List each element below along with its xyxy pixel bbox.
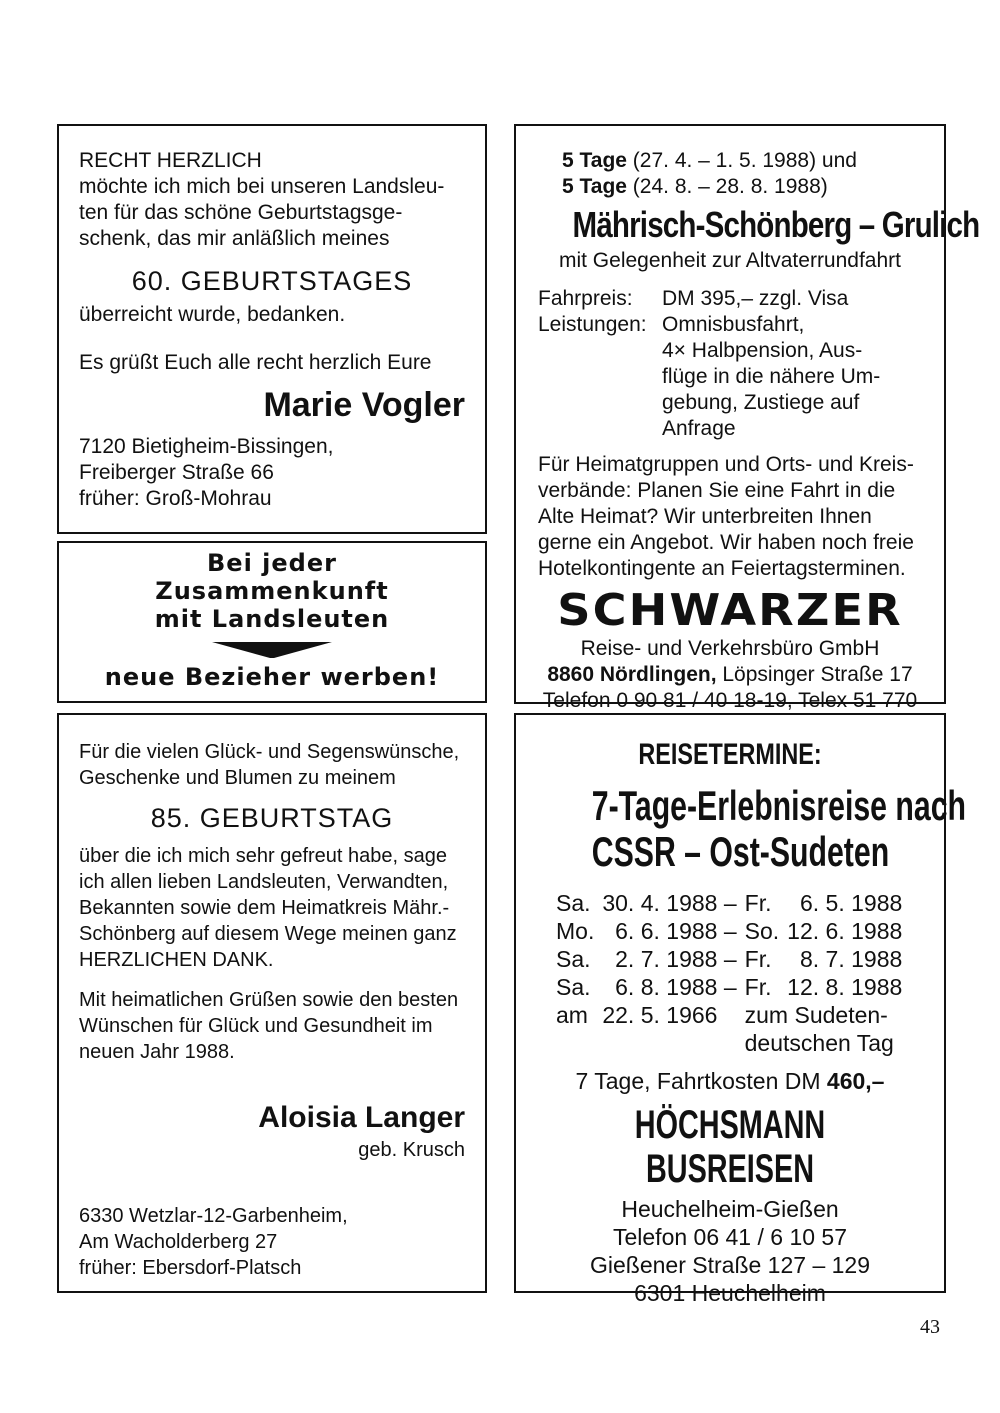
- date-row: [552, 1001, 906, 1029]
- greeting: Es grüßt Euch alle recht herzlich Eure: [79, 351, 432, 374]
- text-line: HERZLICHEN DANK.: [79, 949, 274, 971]
- end-date: 8. 7. 1988: [799, 946, 903, 972]
- price-line: [538, 1067, 922, 1095]
- services-line: flüge in die nähere Um-: [662, 365, 881, 388]
- special-text: zum Sudeten-: [744, 1002, 888, 1028]
- ad-hoechsmann-busreisen: [514, 713, 966, 1306]
- special-text: deutschen Tag: [744, 1030, 894, 1056]
- slogan-line: Zusammenkunft: [155, 577, 389, 605]
- ad-thanks-birthday-60: [57, 124, 487, 534]
- text-line: über die ich mich sehr gefreut habe, sage: [79, 845, 447, 867]
- address-line: 6301 Heuchelheim: [634, 1280, 826, 1306]
- trip-duration: 5 Tage: [562, 175, 627, 198]
- special-date: 22. 5. 1966: [602, 1002, 718, 1028]
- date-row: [552, 945, 906, 973]
- signature-name: Aloisia Langer: [258, 1101, 465, 1134]
- trip-dates: (27. 4. – 1. 5. 1988) und: [626, 149, 857, 172]
- weekday: Fr.: [744, 890, 772, 916]
- weekday: So.: [744, 918, 780, 944]
- price-text: 7 Tage, Fahrtkosten DM: [575, 1068, 827, 1094]
- offer-line: verbände: Planen Sie eine Fahrt in die: [538, 479, 896, 502]
- start-date: 2. 7. 1988 –: [615, 946, 737, 972]
- special-day: am: [556, 1002, 588, 1028]
- fare-value: DM 395,– zzgl. Visa: [662, 287, 849, 310]
- trip-dates: (24. 8. – 28. 8. 1988): [626, 175, 828, 198]
- trip-title: CSSR – Ost-Sudeten: [591, 828, 890, 875]
- weekday: Sa.: [556, 974, 591, 1000]
- address-line: früher: Groß-Mohrau: [79, 487, 272, 510]
- address-line: Gießener Straße 127 – 129: [590, 1252, 870, 1278]
- company-address: [538, 662, 922, 688]
- text-line: ich allen lieben Landsleuten, Verwandten,: [79, 871, 449, 893]
- company-name: BUSREISEN: [645, 1147, 815, 1191]
- weekday: Sa.: [556, 890, 591, 916]
- ad-thanks-birthday-85: [57, 713, 487, 1293]
- end-date: 12. 8. 1988: [787, 974, 903, 1000]
- ad-schwarzer-travel: [514, 124, 980, 712]
- address-line: 7120 Bietigheim-Bissingen,: [79, 435, 334, 458]
- text-line: RECHT HERZLICH: [79, 149, 262, 172]
- end-date: 12. 6. 1988: [787, 918, 903, 944]
- text-line: überreicht wurde, bedanken.: [79, 303, 346, 326]
- services-line: 4× Halbpension, Aus-: [662, 339, 863, 362]
- offer-line: Alte Heimat? Wir unterbreiten Ihnen: [538, 505, 872, 528]
- services-label: Leistungen:: [538, 313, 647, 336]
- offer-line: gerne ein Angebot. Wir haben noch freie: [538, 531, 914, 554]
- offer-line: Für Heimatgruppen und Orts- und Kreis-: [538, 453, 914, 476]
- text-line: Für die vielen Glück- und Segenswünsche,: [79, 741, 460, 763]
- text-line: neuen Jahr 1988.: [79, 1041, 235, 1063]
- date-row: [552, 973, 906, 1001]
- text-line: Schönberg auf diesem Wege meinen ganz: [79, 923, 457, 945]
- address-line: 6330 Wetzlar-12-Garbenheim,: [79, 1205, 348, 1227]
- section-heading: REISETERMINE:: [638, 738, 822, 771]
- address-line: früher: Ebersdorf-Platsch: [79, 1257, 302, 1279]
- company-name: Reise- und Verkehrsbüro GmbH: [580, 637, 880, 660]
- headline: 85. GEBURTSTAG: [150, 803, 394, 833]
- offer-line: Hotelkontingente an Feiertagsterminen.: [538, 557, 906, 580]
- trip-line: [538, 174, 922, 200]
- trip-title: 7-Tage-Erlebnisreise nach: [591, 782, 966, 829]
- slogan-line: Bei jeder: [207, 549, 337, 577]
- company-city: 8860 Nördlingen,: [547, 663, 717, 686]
- services-line: gebung, Zustiege auf: [662, 391, 860, 414]
- offer-paragraph: [538, 452, 922, 582]
- address-line: Am Wacholderberg 27: [79, 1231, 278, 1253]
- text-line: ten für das schöne Geburtstagsge-: [79, 201, 403, 224]
- text-line: möchte ich mich bei unseren Landsleu-: [79, 175, 445, 198]
- price-value: 460,–: [826, 1068, 885, 1094]
- weekday: Sa.: [556, 946, 591, 972]
- arrow-down-icon: [212, 639, 332, 659]
- text-line: Mit heimatlichen Grüßen sowie den besten: [79, 989, 459, 1011]
- address-line: Heuchelheim-Gießen: [621, 1196, 839, 1222]
- company-name: HÖCHSMANN: [634, 1103, 826, 1147]
- trip-line: [538, 148, 922, 174]
- trip-title: Mährisch-Schönberg – Grulich: [572, 204, 980, 245]
- date-row: [552, 889, 906, 917]
- date-row: [552, 917, 906, 945]
- fare-row: [538, 286, 922, 312]
- slogan-line: neue Bezieher werben!: [104, 663, 440, 691]
- address-line: Telefon 06 41 / 6 10 57: [612, 1224, 848, 1250]
- services-list: [662, 312, 880, 442]
- start-date: 6. 6. 1988 –: [615, 918, 737, 944]
- company-phone: Telefon 0 90 81 / 40 18-19, Telex 51 770: [542, 689, 918, 712]
- page-number: 43: [920, 1316, 940, 1338]
- brand-logo: SCHWARZER: [557, 585, 903, 636]
- weekday: Fr.: [744, 974, 772, 1000]
- signature-name: Marie Vogler: [263, 386, 465, 424]
- fare-label: Fahrpreis:: [538, 287, 633, 310]
- weekday: Fr.: [744, 946, 772, 972]
- start-date: 6. 8. 1988 –: [615, 974, 737, 1000]
- text-line: schenk, das mir anläßlich meines: [79, 227, 390, 250]
- services-row: [538, 312, 922, 442]
- trip-duration: 5 Tage: [562, 149, 627, 172]
- date-row: [552, 1029, 906, 1057]
- trip-subtitle: mit Gelegenheit zur Altvaterrundfahrt: [558, 249, 901, 272]
- slogan-line: mit Landsleuten: [154, 605, 390, 633]
- company-street: Löpsinger Straße 17: [716, 663, 913, 686]
- start-date: 30. 4. 1988 –: [602, 890, 737, 916]
- text-line: Geschenke und Blumen zu meinem: [79, 767, 396, 789]
- weekday: Mo.: [556, 918, 595, 944]
- services-line: Anfrage: [662, 417, 736, 440]
- text-line: Wünschen für Glück und Gesundheit im: [79, 1015, 433, 1037]
- text-line: Bekannten sowie dem Heimatkreis Mähr.-: [79, 897, 450, 919]
- headline: 60. GEBURTSTAGES: [131, 266, 413, 296]
- address-line: Freiberger Straße 66: [79, 461, 274, 484]
- end-date: 6. 5. 1988: [799, 890, 903, 916]
- maiden-name: geb. Krusch: [358, 1139, 465, 1161]
- dates-table: [552, 889, 906, 1057]
- ad-subscribers: [57, 541, 487, 703]
- services-line: Omnisbusfahrt,: [662, 313, 805, 336]
